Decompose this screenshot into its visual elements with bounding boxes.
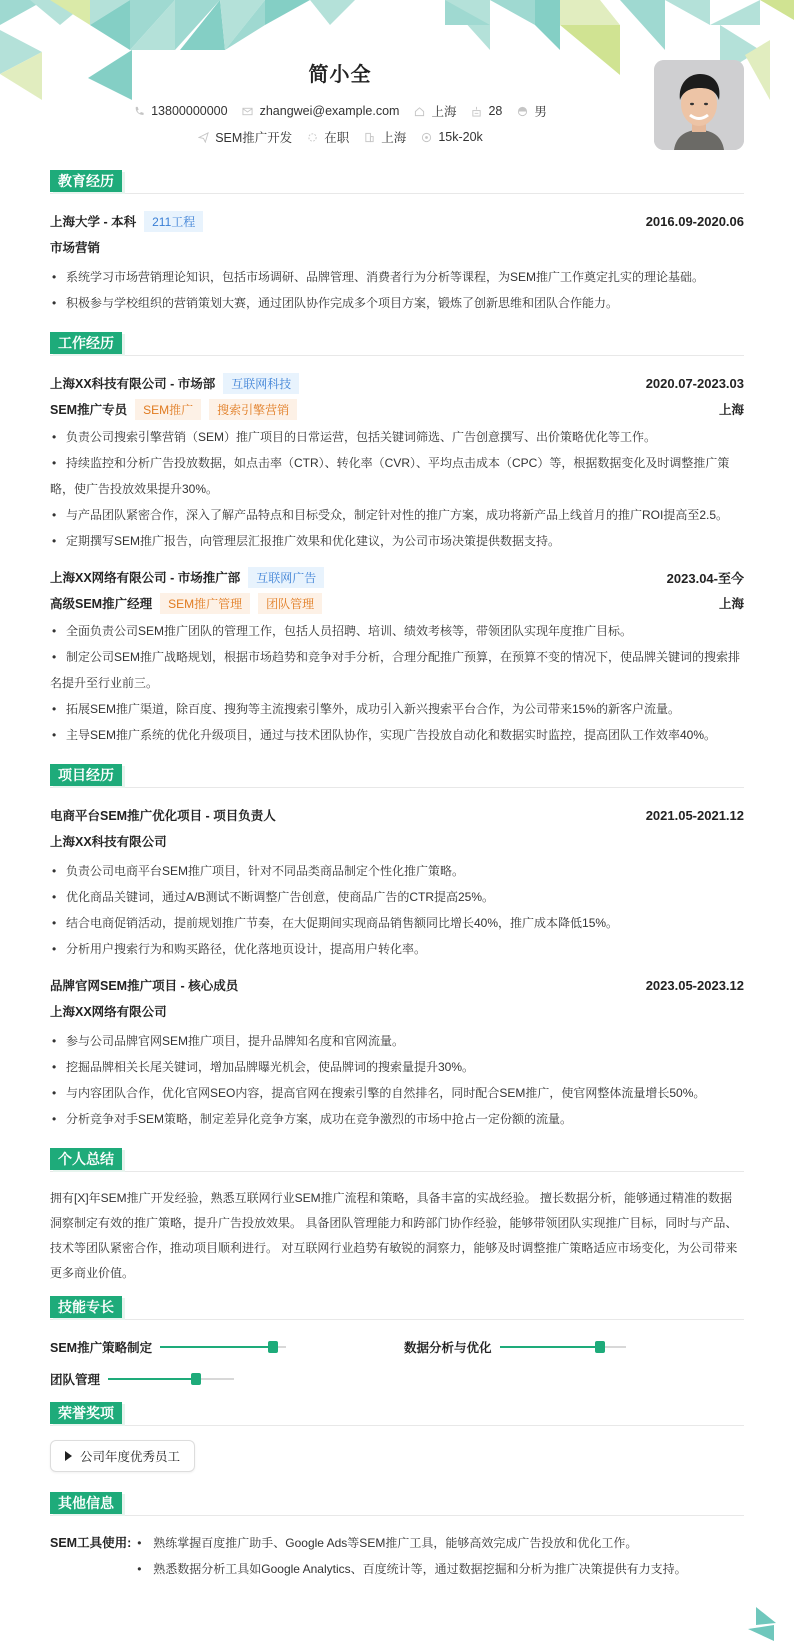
target-position: SEM推广开发 <box>215 131 293 145</box>
send-icon <box>197 131 209 143</box>
skill-name: 数据分析与优化 <box>404 1341 492 1355</box>
skill-level-knob <box>191 1373 201 1385</box>
education-row <box>50 208 744 234</box>
footer-triangle-decoration <box>744 1603 784 1643</box>
awards-section <box>50 1402 744 1486</box>
section-title: 教育经历 <box>50 170 122 192</box>
school-name: 上海大学 - 本科 <box>50 215 137 229</box>
skill-level-bar <box>500 1346 626 1348</box>
email-address: zhangwei@example.com <box>259 104 400 118</box>
school-tag: 211工程 <box>144 211 203 232</box>
target-position-item <box>197 128 292 146</box>
salary-item <box>420 130 482 144</box>
list-item: • 负责公司电商平台SEM推广项目，针对不同品类商品制定个性化推广策略。 <box>50 858 744 884</box>
section-header <box>50 170 744 194</box>
skills-section <box>50 1296 744 1392</box>
list-item: • 主导SEM推广系统的优化升级项目，通过与技术团队协作，实现广告投放自动化和数据实时监控，提高团队工作效率40%。 <box>50 722 744 748</box>
skill-level-bar <box>108 1378 234 1380</box>
summary-text: 拥有[X]年SEM推广开发经验，熟悉互联网行业SEM推广流程和策略，具备丰富的实战经验。 擅长数据分析，能够通过精准的数据洞察制定有效的推广策略，提升广告投放效果。 具备团队管理能力和跨部门协作经验，能够带领团队实现推广目标，同时与产品、技术等团队紧密合作，推动项目顺利进行。 对互联网行业趋势有敏锐的洞察力，能够及时调整推广策略适应市场变化，为公司带来更多商业价值。 <box>50 1191 738 1280</box>
projects-section <box>50 764 744 1132</box>
section-title: 项目经历 <box>50 764 122 786</box>
skill-name: SEM推广策略制定 <box>50 1341 153 1355</box>
company-name: 上海XX网络有限公司 - 市场推广部 <box>50 571 241 585</box>
project-bullets <box>50 1028 744 1132</box>
location-item <box>413 102 456 120</box>
job-intent-row <box>0 128 680 146</box>
work-section <box>50 332 744 748</box>
project-row <box>50 972 744 998</box>
skill-item <box>404 1334 704 1360</box>
other-info-row <box>50 1530 744 1582</box>
section-header <box>50 1296 744 1320</box>
section-title: 个人总结 <box>50 1148 122 1170</box>
target-city-item <box>363 128 406 146</box>
list-item: • 熟练掌握百度推广助手、Google Ads等SEM推广工具，能够高效完成广告投放和优化工作。 <box>131 1530 686 1556</box>
list-item: • 负责公司搜索引擎营销（SEM）推广项目的日常运营，包括关键词筛选、广告创意撰写、出价策略优化等工作。 <box>50 424 744 450</box>
building-icon <box>363 131 375 143</box>
list-item: • 全面负责公司SEM推广团队的管理工作，包括人员招聘、培训、绩效考核等，带领团队实现年度推广目标。 <box>50 618 744 644</box>
project-name: 品牌官网SEM推广项目 - 核心成员 <box>50 979 239 993</box>
position-title: SEM推广专员 <box>50 403 128 417</box>
expected-salary: 15k-20k <box>438 130 483 144</box>
skill-level-knob <box>595 1341 605 1353</box>
work-city: 上海 <box>718 403 744 417</box>
skill-tag: SEM推广 <box>135 399 201 420</box>
work-position-row <box>50 396 744 422</box>
project-date: 2021.05-2021.12 <box>645 807 744 823</box>
home-icon <box>413 105 425 117</box>
work-date: 2023.04-至今 <box>666 570 744 586</box>
skills-grid <box>50 1334 744 1392</box>
work-company-row <box>50 564 744 590</box>
list-item: • 积极参与学校组织的营销策划大赛，通过团队协作完成多个项目方案，锻炼了创新思维和团队合作能力。 <box>50 290 744 316</box>
list-item: • 优化商品关键词，通过A/B测试不断调整广告创意，使商品广告的CTR提高25%。 <box>50 884 744 910</box>
work-position-row <box>50 590 744 616</box>
work-company-row <box>50 370 744 396</box>
industry-tag: 互联网广告 <box>248 567 324 588</box>
section-header <box>50 1492 744 1516</box>
phone-item <box>133 104 227 118</box>
section-header <box>50 332 744 356</box>
phone-icon <box>133 105 145 117</box>
list-item: • 结合电商促销活动，提前规划推广节奏，在大促期间实现商品销售额同比增长40%，推广成本降低15%。 <box>50 910 744 936</box>
major: 市场营销 <box>50 241 101 255</box>
company-name: 上海XX科技有限公司 - 市场部 <box>50 377 216 391</box>
status-icon <box>306 131 318 143</box>
section-title: 工作经历 <box>50 332 122 354</box>
resume-header <box>0 0 794 170</box>
other-info-section <box>50 1492 744 1582</box>
other-info-bullets <box>131 1530 686 1582</box>
list-item: • 持续监控和分析广告投放数据，如点击率（CTR）、转化率（CVR）、平均点击成本（CPC）等，根据数据变化及时调整推广策略，使广告投放效果提升30%。 <box>50 450 744 502</box>
job-status-item <box>306 128 349 146</box>
job-status: 在职 <box>324 131 350 145</box>
section-title: 荣誉奖项 <box>50 1402 122 1424</box>
section-header <box>50 1402 744 1426</box>
project-date: 2023.05-2023.12 <box>645 977 744 993</box>
list-item: • 制定公司SEM推广战略规划，根据市场趋势和竞争对手分析，合理分配推广预算，在预算不变的情况下，使品牌关键词的搜索排名提升至行业前三。 <box>50 644 744 696</box>
education-bullets <box>50 264 744 316</box>
list-item: • 拓展SEM推广渠道，除百度、搜狗等主流搜索引擎外，成功引入新兴搜索平台合作，为公司带来15%的新客户流量。 <box>50 696 744 722</box>
project-company: 上海XX科技有限公司 <box>50 835 167 849</box>
award-name: 公司年度优秀员工 <box>80 1450 181 1464</box>
gender-item <box>516 102 547 120</box>
section-title: 其他信息 <box>50 1492 122 1514</box>
contact-info-row <box>0 102 680 120</box>
work-bullets <box>50 424 744 554</box>
list-item: • 挖掘品牌相关长尾关键词，增加品牌曝光机会，使品牌词的搜索量提升30%。 <box>50 1054 744 1080</box>
phone-number: 13800000000 <box>151 104 228 118</box>
list-item: • 分析用户搜索行为和购买路径，优化落地页设计，提高用户转化率。 <box>50 936 744 962</box>
salary-icon <box>420 131 432 143</box>
skill-item <box>50 1334 404 1360</box>
skill-level-knob <box>268 1341 278 1353</box>
other-info-label: SEM工具使用: <box>50 1536 132 1550</box>
skill-item <box>50 1366 404 1392</box>
list-item: • 参与公司品牌官网SEM推广项目，提升品牌知名度和官网流量。 <box>50 1028 744 1054</box>
work-date: 2020.07-2023.03 <box>645 375 744 391</box>
age-value: 28 <box>488 104 503 118</box>
list-item: • 与产品团队紧密合作，深入了解产品特点和目标受众，制定针对性的推广方案，成功将新产品上线首月的推广ROI提高至2.5。 <box>50 502 744 528</box>
email-item <box>242 104 400 118</box>
section-header <box>50 1148 744 1172</box>
target-city: 上海 <box>381 131 407 145</box>
list-item: • 系统学习市场营销理论知识，包括市场调研、品牌管理、消费者行为分析等课程，为SEM推广工作奠定扎实的理论基础。 <box>50 264 744 290</box>
position-title: 高级SEM推广经理 <box>50 597 153 611</box>
triangle-right-icon <box>65 1451 72 1461</box>
gender-icon <box>516 105 528 117</box>
project-company: 上海XX网络有限公司 <box>50 1005 167 1019</box>
list-item: • 熟悉数据分析工具如Google Analytics、百度统计等，通过数据挖掘和分析为推广决策提供有力支持。 <box>131 1556 686 1582</box>
section-header <box>50 764 744 788</box>
location-value: 上海 <box>431 105 457 119</box>
project-name: 电商平台SEM推广优化项目 - 项目负责人 <box>50 809 276 823</box>
profile-photo <box>654 60 744 150</box>
skill-tag: 搜索引擎营销 <box>209 399 297 420</box>
summary-section <box>50 1148 744 1286</box>
work-city: 上海 <box>718 597 744 611</box>
skill-name: 团队管理 <box>50 1373 101 1387</box>
project-row <box>50 802 744 828</box>
industry-tag: 互联网科技 <box>223 373 299 394</box>
mail-icon <box>242 105 254 117</box>
section-title: 技能专长 <box>50 1296 122 1318</box>
work-bullets <box>50 618 744 748</box>
age-item <box>470 104 502 118</box>
skill-level-bar <box>160 1346 286 1348</box>
award-item <box>50 1440 195 1472</box>
skill-tag: SEM推广管理 <box>160 593 250 614</box>
resume-body <box>0 170 794 1582</box>
education-date: 2016.09-2020.06 <box>645 213 744 229</box>
project-bullets <box>50 858 744 962</box>
list-item: • 分析竞争对手SEM策略，制定差异化竞争方案，成功在竞争激烈的市场中抢占一定份额的流量。 <box>50 1106 744 1132</box>
gender-value: 男 <box>534 105 547 119</box>
education-section <box>50 170 744 316</box>
age-icon <box>470 105 482 117</box>
list-item: • 定期撰写SEM推广报告，向管理层汇报推广效果和优化建议，为公司市场决策提供数据支持。 <box>50 528 744 554</box>
list-item: • 与内容团队合作，优化官网SEO内容，提高官网在搜索引擎的自然排名，同时配合SEM推广，使官网整体流量增长50%。 <box>50 1080 744 1106</box>
skill-tag: 团队管理 <box>258 593 322 614</box>
candidate-name: 简小全 <box>308 64 372 86</box>
